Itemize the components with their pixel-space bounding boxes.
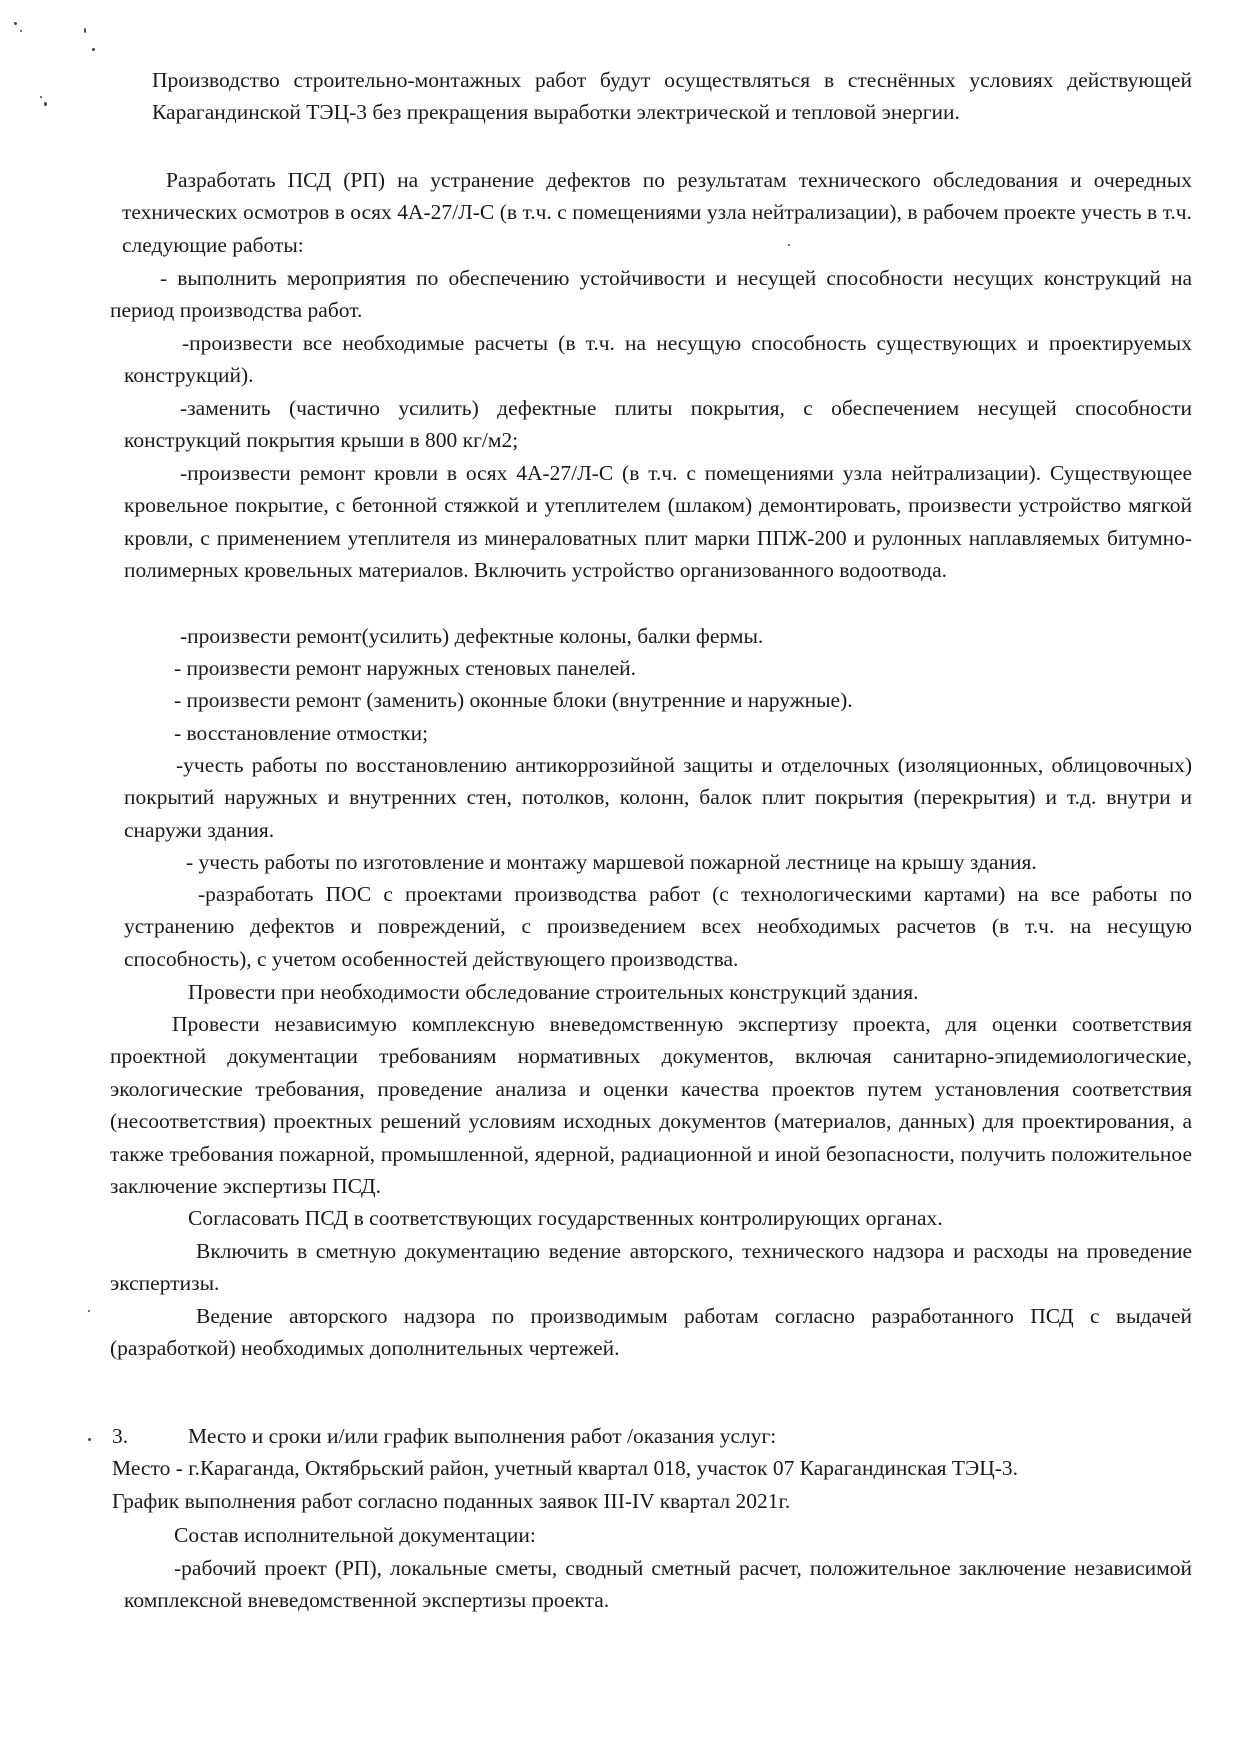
paragraph-text: Производство строительно-монтажных работ будут осуществляться в стеснённых условиях действующей Карагандинской ТЭЦ-3 без прекращения выработки электрической и тепловой энергии. xyxy=(152,68,1192,125)
list-item-stability-measures xyxy=(110,262,1192,327)
list-item-text: -произвести ремонт кровли в осях 4А-27/Л-С (в т.ч. с помещениями узла нейтрализации). Существующее кровельное покрытие, с бетонной стяжкой и утеплителем (шлаком) демонтировать, произвести устройство мягкой кровли, с применением утеплителя из минераловатных плит марки ППЖ-200 и рулонных наплавляемых битумно-полимерных кровельных материалов. Включить устройство организованного водоотвода. xyxy=(124,461,1192,583)
list-item-wall-panels xyxy=(174,652,1192,684)
section-heading: Место и сроки и/или график выполнения работ /оказания услуг: xyxy=(188,1424,777,1448)
list-item-blind-area xyxy=(174,717,1192,749)
section-3-docs-list xyxy=(124,1552,1192,1617)
list-item-roof-repair xyxy=(124,457,1192,587)
list-item-text: -разработать ПОС с проектами производства работ (с технологическими картами) на все работы по устранению дефектов и повреждений, с произведением всех необходимых расчетов (в т.ч. на несущую способность), с учетом особенностей действующего производства. xyxy=(124,882,1192,971)
list-item-text: -учесть работы по восстановлению антикоррозийной защиты и отделочных (изоляционных, облицовочных) покрытий наружных и внутренних стен, потолков, колонн, балок плит покрытия (перекрытия) и т.д. внутри и снаружи здания. xyxy=(124,753,1192,842)
paragraph-expertise xyxy=(110,1008,1192,1202)
list-item-calculations xyxy=(124,327,1192,392)
list-item-columns-repair xyxy=(180,620,1192,652)
section-number: 3. xyxy=(112,1424,129,1448)
list-item-text: - произвести ремонт (заменить) оконные блоки (внутренние и наружные). xyxy=(174,688,853,712)
section-3-schedule xyxy=(112,1485,1192,1517)
paragraph-approve-psd xyxy=(188,1202,1192,1234)
paragraph-text: Разработать ПСД (РП) на устранение дефектов по результатам технического обследования и очередных технических осмотров в осях 4А-27/Л-С (в т.ч. с помещениями узла нейтрализации), в рабочем проекте учесть в т.ч. следующие работы: xyxy=(122,168,1192,257)
list-item-fire-stairs xyxy=(186,846,1192,878)
list-item-text: - выполнить мероприятия по обеспечению устойчивости и несущей способности несущих конструкций на период производства работ. xyxy=(110,266,1192,323)
paragraph-text: Ведение авторского надзора по производимым работам согласно разработанного ПСД с выдачей (разработкой) необходимых дополнительных чертежей. xyxy=(110,1304,1192,1361)
list-item-text: - учесть работы по изготовление и монтажу маршевой пожарной лестнице на крышу здания. xyxy=(186,850,1037,874)
place-text: Место - г.Караганда, Октябрьский район, учетный квартал 018, участок 07 Карагандинская ТЭЦ-3. xyxy=(112,1456,1019,1480)
list-item-text: -произвести ремонт(усилить) дефектные колоны, балки фермы. xyxy=(180,624,764,648)
list-item-replace-slabs xyxy=(124,392,1192,457)
paragraph-production-conditions xyxy=(152,64,1192,129)
paragraph-estimate-docs xyxy=(110,1235,1192,1300)
list-item-anticorrosion xyxy=(124,749,1192,846)
paragraph-survey xyxy=(188,976,1192,1008)
paragraph-text: Провести независимую комплексную вневедомственную экспертизу проекта, для оценки соответствия проектной документации требованиям нормативных документов, включая санитарно-эпидемиологические, экологические требования, проведение анализа и оценки качества проектов путем установления соответствия (несоответствия) проектных решений условиям исходных документов (материалов, данных) для проектирования, а также требования пожарной, промышленной, ядерной, радиационной и иной безопасности, получить положительное заключение экспертизы ПСД. xyxy=(110,1012,1192,1199)
section-3-docs-title xyxy=(174,1519,1192,1551)
list-item-text: -заменить (частично усилить) дефектные плиты покрытия, с обеспечением несущей способности конструкций покрытия крыши в 800 кг/м2; xyxy=(124,396,1192,453)
section-3-heading-row xyxy=(112,1420,1192,1452)
paragraph-text: Провести при необходимости обследование строительных конструкций здания. xyxy=(188,980,919,1004)
list-item-text: - произвести ремонт наружных стеновых панелей. xyxy=(174,656,637,680)
docs-title-text: Состав исполнительной документации: xyxy=(174,1523,536,1547)
paragraph-text: Согласовать ПСД в соответствующих государственных контролирующих органах. xyxy=(188,1206,943,1230)
list-item-pos-development xyxy=(124,878,1192,975)
schedule-text: График выполнения работ согласно поданных заявок III-IV квартал 2021г. xyxy=(112,1489,791,1513)
list-item-text: - восстановление отмостки; xyxy=(174,721,429,745)
section-3-place xyxy=(112,1452,1192,1484)
docs-list-text: -рабочий проект (РП), локальные сметы, сводный сметный расчет, положительное заключение независимой комплексной вневедомственной экспертизы проекта. xyxy=(124,1556,1192,1613)
paragraph-text: Включить в сметную документацию ведение авторского, технического надзора и расходы на проведение экспертизы. xyxy=(110,1239,1192,1296)
paragraph-author-supervision xyxy=(110,1300,1192,1365)
list-item-text: -произвести все необходимые расчеты (в т.ч. на несущую способность существующих и проектируемых конструкций). xyxy=(124,331,1192,388)
paragraph-develop-psd xyxy=(122,164,1192,261)
list-item-window-blocks xyxy=(174,684,1192,716)
